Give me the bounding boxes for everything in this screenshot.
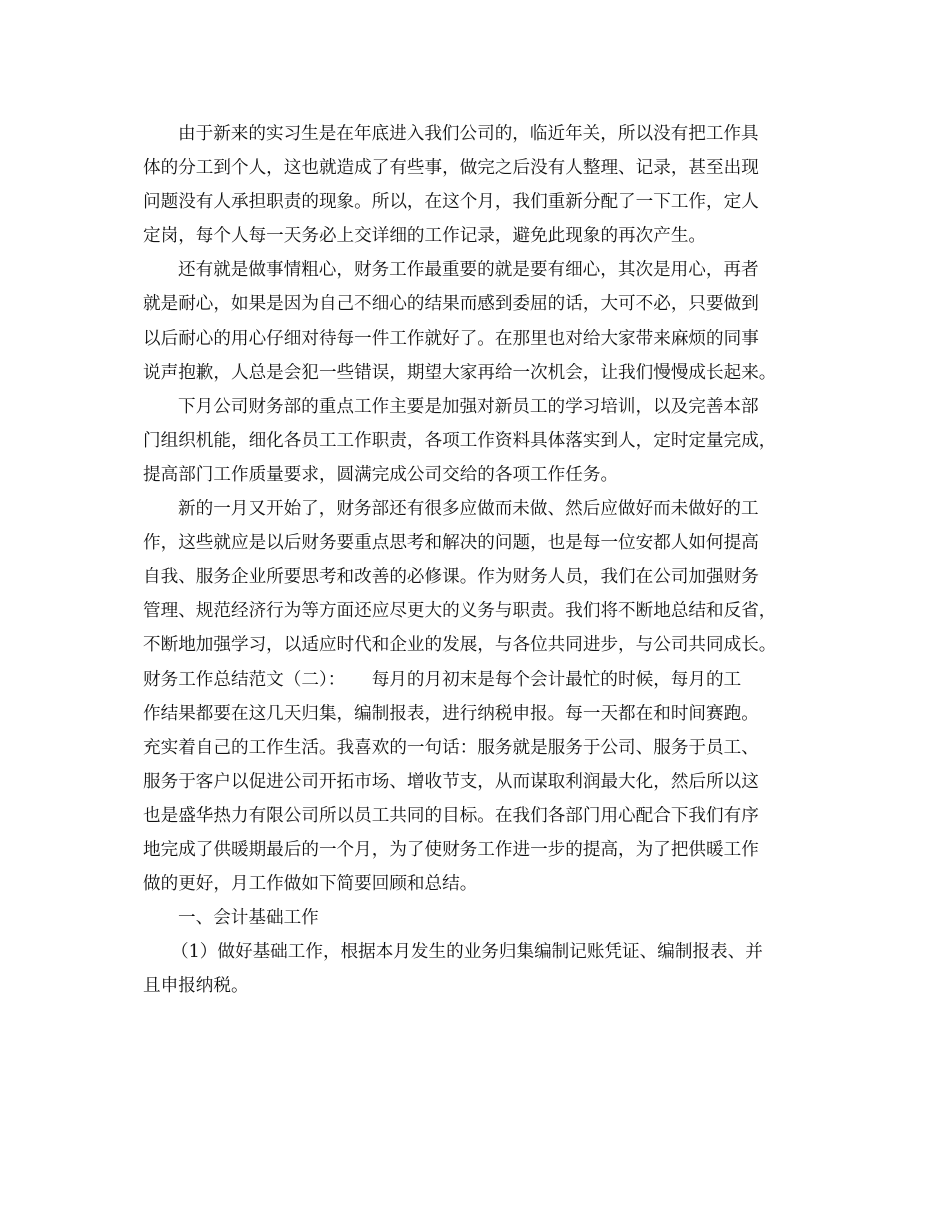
text-line: 说声抱歉，人总是会犯一些错误，期望大家再给一次机会，让我们慢慢成长起来。 <box>143 362 777 383</box>
text-line: 一、会计基础工作 <box>178 908 319 929</box>
text-line: 管理、规范经济行为等方面还应尽更大的义务与职责。我们将不断地总结和反省， <box>143 601 777 622</box>
text-line: 以后耐心的用心仔细对待每一件工作就好了。在那里也对给大家带来麻烦的同事 <box>143 328 759 349</box>
text-line: （1）做好基础工作，根据本月发生的业务归集编制记账凭证、编制报表、并 <box>171 942 763 963</box>
text-line: 定岗，每个人每一天务必上交详细的工作记录，避免此现象的再次产生。 <box>143 226 707 247</box>
text-line: 不断地加强学习，以适应时代和企业的发展，与各位共同进步，与公司共同成长。 <box>143 635 777 656</box>
text-line: 地完成了供暖期最后的一个月，为了使财务工作进一步的提高，为了把供暖工作 <box>143 839 759 860</box>
text-line: 体的分工到个人，这也就造成了有些事，做完之后没有人整理、记录，甚至出现 <box>143 158 759 179</box>
text-line: 新的一月又开始了，财务部还有很多应做而未做、然后应做好而未做好的工 <box>178 499 759 520</box>
text-line: 也是盛华热力有限公司所以员工共同的目标。在我们各部门用心配合下我们有序 <box>143 805 759 826</box>
text-line: 自我、服务企业所要思考和改善的必修课。作为财务人员，我们在公司加强财务 <box>143 567 759 588</box>
text-line: 由于新来的实习生是在年底进入我们公司的，临近年关，所以没有把工作具 <box>178 124 759 144</box>
text-line: 做的更好，月工作做如下简要回顾和总结。 <box>143 874 478 895</box>
text-line: 还有就是做事情粗心，财务工作最重要的就是要有细心，其次是用心，再者 <box>178 260 759 281</box>
document-body <box>143 117 808 1003</box>
text-line: 且申报纳税。 <box>143 976 249 997</box>
text-line: 就是耐心，如果是因为自己不细心的结果而感到委屈的话，大可不必，只要做到 <box>143 294 759 315</box>
text-line: 作结果都要在这几天归集，编制报表，进行纳税申报。每一天都在和时间赛跑。 <box>143 703 759 724</box>
text-line: 作，这些就应是以后财务要重点思考和解决的问题，也是每一位安都人如何提高 <box>143 533 759 554</box>
text-line: 门组织机能，细化各员工工作职责，各项工作资料具体落实到人，定时定量完成， <box>143 430 777 451</box>
text-line: 问题没有人承担职责的现象。所以，在这个月，我们重新分配了一下工作，定人 <box>143 192 759 213</box>
text-line: 服务于客户以促进公司开拓市场、增收节支，从而谋取利润最大化，然后所以这 <box>143 771 759 792</box>
text-line: 财务工作总结范文（二）： 每月的月初末是每个会计最忙的时候，每月的工 <box>143 669 742 690</box>
text-line: 充实着自己的工作生活。我喜欢的一句话：服务就是服务于公司、服务于员工、 <box>143 737 759 758</box>
text-line: 下月公司财务部的重点工作主要是加强对新员工的学习培训，以及完善本部 <box>178 396 759 417</box>
text-line: 提高部门工作质量要求，圆满完成公司交给的各项工作任务。 <box>143 464 619 485</box>
